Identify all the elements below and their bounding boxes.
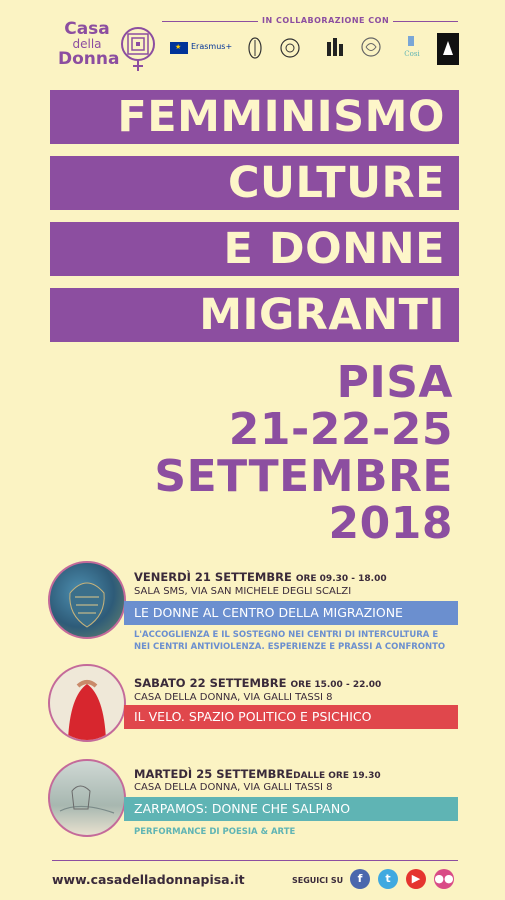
brand-line-2: della: [72, 37, 102, 51]
event-2-time: ORE 15.00 - 22.00: [290, 680, 382, 690]
event-2-place: CASA DELLA DONNA, VIA GALLI TASSI 8: [134, 692, 333, 703]
facebook-icon[interactable]: f: [350, 869, 370, 889]
susi-logo: [278, 36, 302, 64]
event-3-sketch-art: [50, 761, 124, 835]
title-line-2: CULTURE: [50, 156, 459, 210]
event-3-title-bar: ZARPAMOS: DONNE CHE SALPANO: [124, 797, 458, 821]
cose-clown-logo: [398, 36, 426, 64]
event-2-day: SABATO 22 SETTEMBRE: [134, 676, 287, 690]
event-3-image: [48, 759, 126, 837]
casa-della-donna-logo: [58, 19, 120, 69]
follow-label: SEGUICI SU: [292, 876, 344, 885]
eu-flag-icon: [170, 42, 188, 54]
crief-logo: [246, 36, 264, 64]
month: SETTEMBRE: [154, 451, 453, 502]
erasmus-logo: [170, 36, 234, 64]
city: PISA: [336, 357, 453, 408]
collab-label: IN COLLABORAZIONE CON: [258, 16, 393, 25]
footer-divider: [52, 860, 458, 861]
website-link[interactable]: www.casadelladonnapisa.it: [52, 872, 245, 887]
title-line-3: E DONNE: [50, 222, 459, 276]
event-2-title-bar: IL VELO. SPAZIO POLITICO E PSICHICO: [124, 705, 458, 729]
event-3-time: DALLE ORE 19.30: [293, 771, 381, 781]
event-1-description: L'ACCOGLIENZA E IL SOSTEGNO NEI CENTRI DI INTERCULTURA E NEI CENTRI ANTIVIOLENZA. ESPERIENZE E PRASSI A CONFRONTO: [134, 630, 446, 652]
event-1-title-bar: LE DONNE AL CENTRO DELLA MIGRAZIONE: [124, 601, 458, 625]
title-line-4: MIGRANTI: [50, 288, 459, 342]
event-3-description: PERFORMANCE DI POESIA & ARTE: [134, 827, 296, 837]
event-1-time: ORE 09.30 - 18.00: [295, 574, 387, 584]
erasmus-label: Erasmus+: [191, 42, 233, 51]
event-1-face-art: [50, 563, 124, 637]
event-1-day: VENERDÌ 21 SETTEMBRE: [134, 570, 292, 584]
event-2-heading: [134, 676, 381, 690]
year: 2018: [328, 498, 453, 549]
brand-line-1: Casa: [64, 19, 110, 39]
event-3-heading: [134, 767, 381, 781]
event-1-heading: [134, 570, 387, 584]
venus-maze-icon: [118, 26, 158, 72]
sacara-logo: [360, 36, 382, 64]
event-1-image: [48, 561, 126, 639]
event-2-image: [48, 664, 126, 742]
event-3-place: CASA DELLA DONNA, VIA GALLI TASSI 8: [134, 782, 333, 793]
event-3-day: MARTEDÌ 25 SETTEMBRE: [134, 767, 294, 781]
youtube-icon[interactable]: ▶: [406, 869, 426, 889]
twitter-icon[interactable]: t: [378, 869, 398, 889]
brand-line-3: Donna: [58, 49, 120, 69]
flickr-icon[interactable]: ●●: [434, 869, 454, 889]
svg-text:Cosi: Cosi: [404, 50, 420, 58]
event-1-place: SALA SMS, VIA SAN MICHELE DEGLI SCALZI: [134, 586, 352, 597]
zarpamos-logo: [437, 33, 459, 65]
title-line-1: FEMMINISMO: [50, 90, 459, 144]
dates: 21-22-25: [228, 404, 453, 455]
event-2-veil-art: [50, 666, 124, 740]
rete-interculturale-logo: [325, 36, 347, 64]
